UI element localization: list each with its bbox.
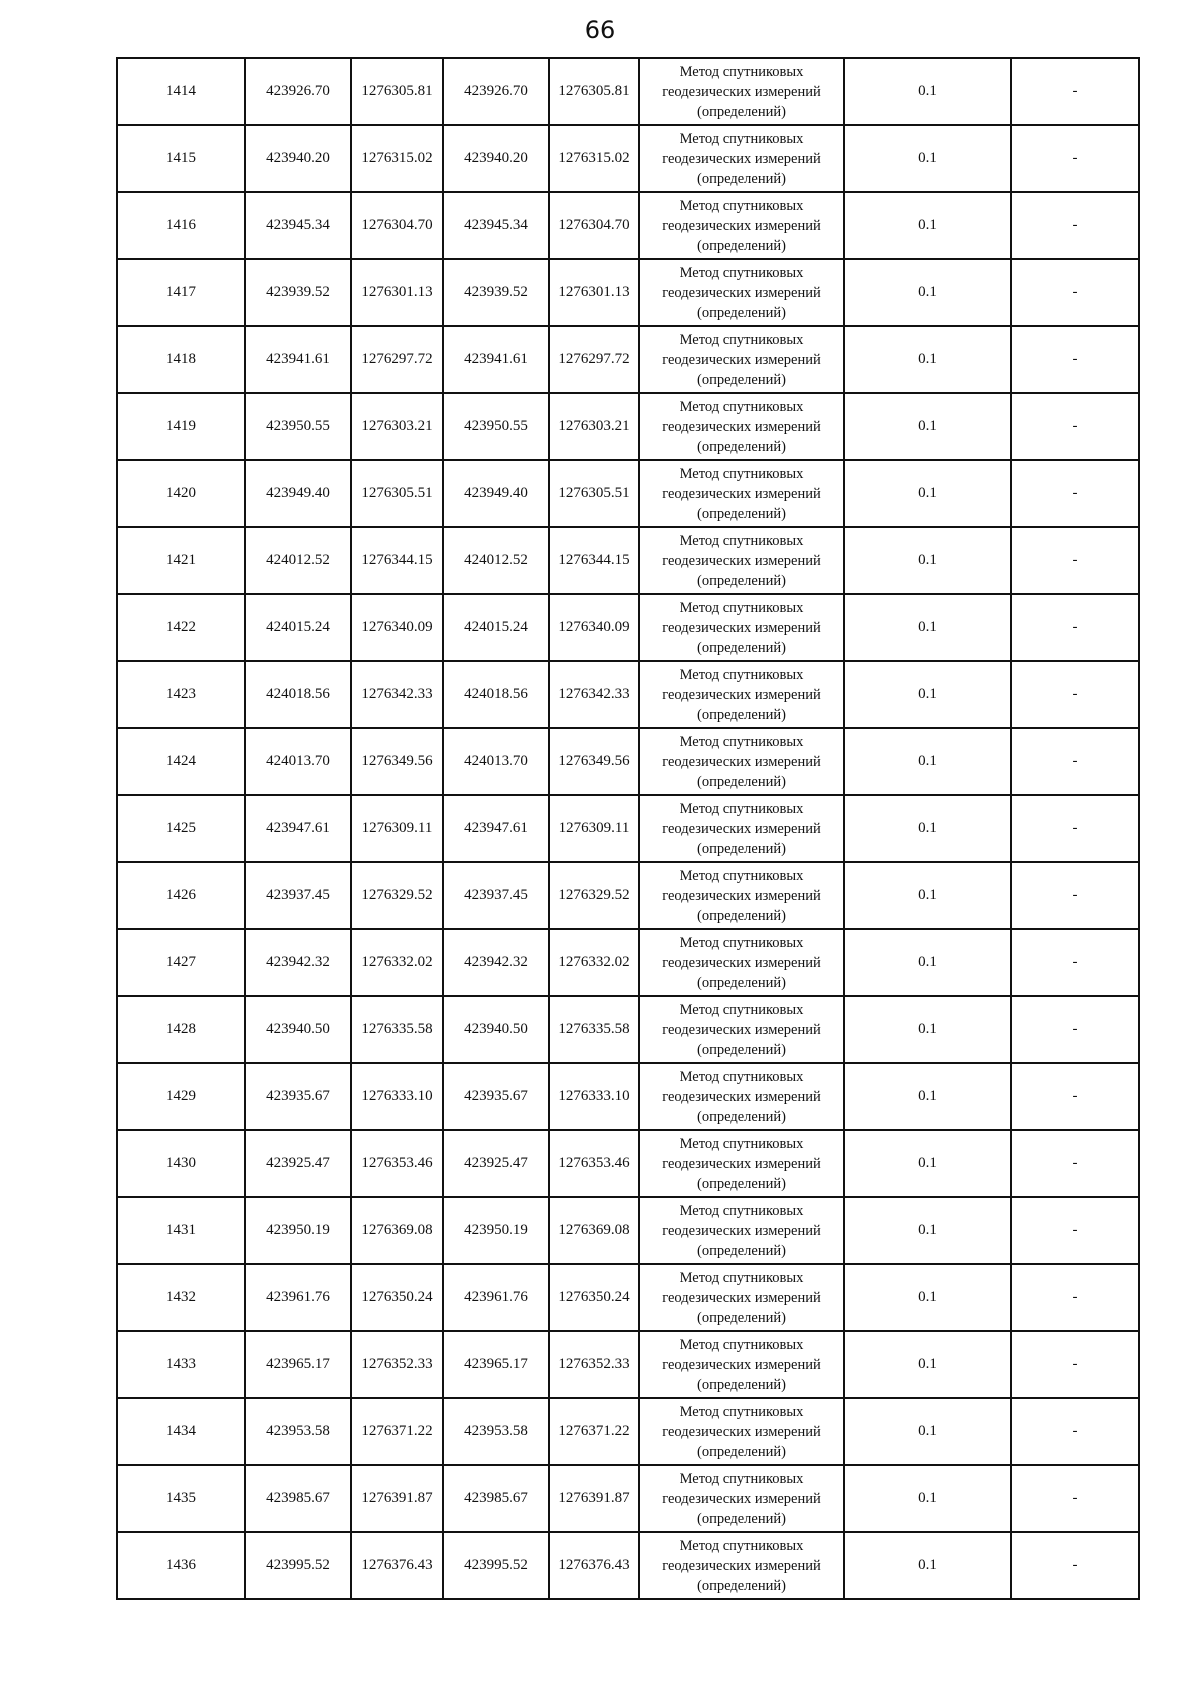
table-row — [117, 1465, 1139, 1532]
method-text-line: (определений) — [697, 974, 786, 991]
method-text-line: (определений) — [697, 170, 786, 187]
table-row — [117, 1532, 1139, 1599]
existing-y-cell: 1276305.81 — [351, 58, 443, 125]
existing-y-cell: 1276303.21 — [351, 393, 443, 460]
method-cell — [639, 1130, 844, 1197]
existing-x-cell: 423949.40 — [245, 460, 351, 527]
existing-y-cell: 1276391.87 — [351, 1465, 443, 1532]
method-cell — [639, 527, 844, 594]
method-cell — [639, 460, 844, 527]
table-body — [117, 58, 1139, 1599]
note-cell: - — [1011, 259, 1139, 326]
method-text-line: (определений) — [697, 1510, 786, 1527]
refined-y-cell: 1276349.56 — [549, 728, 639, 795]
existing-x-cell: 423953.58 — [245, 1398, 351, 1465]
method-text-line: геодезических измерений — [662, 83, 821, 100]
method-text-line: (определений) — [697, 706, 786, 723]
table-row — [117, 1264, 1139, 1331]
accuracy-cell: 0.1 — [844, 1398, 1011, 1465]
accuracy-cell: 0.1 — [844, 594, 1011, 661]
refined-x-cell: 423945.34 — [443, 192, 549, 259]
existing-x-cell: 423940.50 — [245, 996, 351, 1063]
accuracy-cell: 0.1 — [844, 1465, 1011, 1532]
method-text-line: Метод спутниковых — [679, 934, 804, 951]
accuracy-cell: 0.1 — [844, 527, 1011, 594]
method-cell — [639, 326, 844, 393]
method-text-line: (определений) — [697, 1041, 786, 1058]
method-text-line: геодезических измерений — [662, 1155, 821, 1172]
method-text-line: Метод спутниковых — [679, 130, 804, 147]
existing-y-cell: 1276376.43 — [351, 1532, 443, 1599]
method-text-line: (определений) — [697, 1242, 786, 1259]
accuracy-cell: 0.1 — [844, 125, 1011, 192]
method-text-line: Метод спутниковых — [679, 733, 804, 750]
method-text-line: геодезических измерений — [662, 1557, 821, 1574]
refined-x-cell: 424013.70 — [443, 728, 549, 795]
existing-y-cell: 1276315.02 — [351, 125, 443, 192]
existing-y-cell: 1276329.52 — [351, 862, 443, 929]
table-row — [117, 460, 1139, 527]
method-cell — [639, 594, 844, 661]
refined-x-cell: 423950.55 — [443, 393, 549, 460]
method-text-line: геодезических измерений — [662, 552, 821, 569]
note-cell: - — [1011, 192, 1139, 259]
method-text-line: (определений) — [697, 907, 786, 924]
existing-y-cell: 1276344.15 — [351, 527, 443, 594]
table-row — [117, 58, 1139, 125]
point-number-cell: 1424 — [117, 728, 245, 795]
method-text-line: Метод спутниковых — [679, 666, 804, 683]
existing-x-cell: 423937.45 — [245, 862, 351, 929]
existing-x-cell: 423950.55 — [245, 393, 351, 460]
method-text-line: (определений) — [697, 639, 786, 656]
refined-y-cell: 1276350.24 — [549, 1264, 639, 1331]
point-number-cell: 1422 — [117, 594, 245, 661]
method-text-line: геодезических измерений — [662, 150, 821, 167]
refined-x-cell: 423950.19 — [443, 1197, 549, 1264]
refined-y-cell: 1276305.51 — [549, 460, 639, 527]
table-row — [117, 594, 1139, 661]
existing-x-cell: 424013.70 — [245, 728, 351, 795]
refined-x-cell: 423995.52 — [443, 1532, 549, 1599]
method-text-line: Метод спутниковых — [679, 398, 804, 415]
refined-x-cell: 423937.45 — [443, 862, 549, 929]
point-number-cell: 1420 — [117, 460, 245, 527]
method-cell — [639, 1264, 844, 1331]
refined-x-cell: 423953.58 — [443, 1398, 549, 1465]
method-cell — [639, 929, 844, 996]
method-cell — [639, 661, 844, 728]
method-text-line: (определений) — [697, 1443, 786, 1460]
refined-x-cell: 423939.52 — [443, 259, 549, 326]
method-cell — [639, 125, 844, 192]
existing-y-cell: 1276342.33 — [351, 661, 443, 728]
method-text-line: Метод спутниковых — [679, 1336, 804, 1353]
table-row — [117, 1130, 1139, 1197]
method-text-line: геодезических измерений — [662, 1356, 821, 1373]
refined-y-cell: 1276340.09 — [549, 594, 639, 661]
method-cell — [639, 192, 844, 259]
point-number-cell: 1435 — [117, 1465, 245, 1532]
existing-x-cell: 423926.70 — [245, 58, 351, 125]
note-cell: - — [1011, 996, 1139, 1063]
refined-x-cell: 423965.17 — [443, 1331, 549, 1398]
accuracy-cell: 0.1 — [844, 1063, 1011, 1130]
existing-y-cell: 1276297.72 — [351, 326, 443, 393]
note-cell: - — [1011, 728, 1139, 795]
point-number-cell: 1423 — [117, 661, 245, 728]
note-cell: - — [1011, 1130, 1139, 1197]
method-text-line: Метод спутниковых — [679, 1403, 804, 1420]
method-text-line: (определений) — [697, 505, 786, 522]
point-number-cell: 1429 — [117, 1063, 245, 1130]
existing-x-cell: 424012.52 — [245, 527, 351, 594]
accuracy-cell: 0.1 — [844, 1532, 1011, 1599]
method-text-line: геодезических измерений — [662, 351, 821, 368]
method-text-line: (определений) — [697, 1376, 786, 1393]
note-cell: - — [1011, 1331, 1139, 1398]
refined-y-cell: 1276344.15 — [549, 527, 639, 594]
method-text-line: (определений) — [697, 237, 786, 254]
refined-x-cell: 423941.61 — [443, 326, 549, 393]
point-number-cell: 1436 — [117, 1532, 245, 1599]
refined-x-cell: 423926.70 — [443, 58, 549, 125]
existing-y-cell: 1276352.33 — [351, 1331, 443, 1398]
refined-x-cell: 423935.67 — [443, 1063, 549, 1130]
existing-y-cell: 1276350.24 — [351, 1264, 443, 1331]
existing-x-cell: 423947.61 — [245, 795, 351, 862]
existing-x-cell: 424018.56 — [245, 661, 351, 728]
existing-y-cell: 1276304.70 — [351, 192, 443, 259]
refined-y-cell: 1276297.72 — [549, 326, 639, 393]
method-text-line: геодезических измерений — [662, 1021, 821, 1038]
existing-x-cell: 423945.34 — [245, 192, 351, 259]
refined-x-cell: 423925.47 — [443, 1130, 549, 1197]
method-text-line: Метод спутниковых — [679, 63, 804, 80]
method-text-line: геодезических измерений — [662, 485, 821, 502]
existing-y-cell: 1276332.02 — [351, 929, 443, 996]
note-cell: - — [1011, 862, 1139, 929]
refined-y-cell: 1276369.08 — [549, 1197, 639, 1264]
table-row — [117, 661, 1139, 728]
method-text-line: Метод спутниковых — [679, 1470, 804, 1487]
method-text-line: Метод спутниковых — [679, 599, 804, 616]
refined-x-cell: 423947.61 — [443, 795, 549, 862]
note-cell: - — [1011, 1197, 1139, 1264]
existing-y-cell: 1276371.22 — [351, 1398, 443, 1465]
point-number-cell: 1432 — [117, 1264, 245, 1331]
point-number-cell: 1433 — [117, 1331, 245, 1398]
table-row — [117, 1063, 1139, 1130]
table-row — [117, 728, 1139, 795]
method-text-line: геодезических измерений — [662, 887, 821, 904]
method-text-line: Метод спутниковых — [679, 331, 804, 348]
method-text-line: геодезических измерений — [662, 418, 821, 435]
table-row — [117, 862, 1139, 929]
point-number-cell: 1430 — [117, 1130, 245, 1197]
accuracy-cell: 0.1 — [844, 728, 1011, 795]
refined-y-cell: 1276332.02 — [549, 929, 639, 996]
refined-y-cell: 1276371.22 — [549, 1398, 639, 1465]
refined-y-cell: 1276305.81 — [549, 58, 639, 125]
method-text-line: Метод спутниковых — [679, 465, 804, 482]
existing-x-cell: 423961.76 — [245, 1264, 351, 1331]
table-row — [117, 996, 1139, 1063]
refined-y-cell: 1276315.02 — [549, 125, 639, 192]
accuracy-cell: 0.1 — [844, 393, 1011, 460]
point-number-cell: 1426 — [117, 862, 245, 929]
point-number-cell: 1428 — [117, 996, 245, 1063]
method-cell — [639, 1532, 844, 1599]
refined-x-cell: 423961.76 — [443, 1264, 549, 1331]
method-text-line: геодезических измерений — [662, 820, 821, 837]
existing-x-cell: 423995.52 — [245, 1532, 351, 1599]
method-text-line: (определений) — [697, 773, 786, 790]
refined-x-cell: 424012.52 — [443, 527, 549, 594]
method-text-line: (определений) — [697, 840, 786, 857]
refined-x-cell: 423940.50 — [443, 996, 549, 1063]
method-text-line: геодезических измерений — [662, 284, 821, 301]
method-text-line: геодезических измерений — [662, 954, 821, 971]
point-number-cell: 1416 — [117, 192, 245, 259]
existing-x-cell: 423950.19 — [245, 1197, 351, 1264]
existing-x-cell: 423965.17 — [245, 1331, 351, 1398]
table-row — [117, 1398, 1139, 1465]
refined-y-cell: 1276391.87 — [549, 1465, 639, 1532]
refined-y-cell: 1276301.13 — [549, 259, 639, 326]
refined-y-cell: 1276329.52 — [549, 862, 639, 929]
table-row — [117, 259, 1139, 326]
point-number-cell: 1418 — [117, 326, 245, 393]
note-cell: - — [1011, 1264, 1139, 1331]
method-text-line: Метод спутниковых — [679, 1001, 804, 1018]
accuracy-cell: 0.1 — [844, 929, 1011, 996]
method-text-line: геодезических измерений — [662, 619, 821, 636]
method-cell — [639, 58, 844, 125]
accuracy-cell: 0.1 — [844, 192, 1011, 259]
method-text-line: (определений) — [697, 1309, 786, 1326]
existing-x-cell: 423935.67 — [245, 1063, 351, 1130]
table-row — [117, 929, 1139, 996]
existing-x-cell: 423940.20 — [245, 125, 351, 192]
method-text-line: (определений) — [697, 1577, 786, 1594]
accuracy-cell: 0.1 — [844, 661, 1011, 728]
accuracy-cell: 0.1 — [844, 58, 1011, 125]
point-number-cell: 1417 — [117, 259, 245, 326]
refined-y-cell: 1276303.21 — [549, 393, 639, 460]
existing-x-cell: 424015.24 — [245, 594, 351, 661]
refined-y-cell: 1276309.11 — [549, 795, 639, 862]
refined-y-cell: 1276335.58 — [549, 996, 639, 1063]
existing-x-cell: 423939.52 — [245, 259, 351, 326]
method-text-line: Метод спутниковых — [679, 197, 804, 214]
method-cell — [639, 1197, 844, 1264]
method-text-line: Метод спутниковых — [679, 1068, 804, 1085]
accuracy-cell: 0.1 — [844, 1264, 1011, 1331]
note-cell: - — [1011, 1398, 1139, 1465]
existing-x-cell: 423942.32 — [245, 929, 351, 996]
refined-x-cell: 423949.40 — [443, 460, 549, 527]
method-text-line: Метод спутниковых — [679, 1202, 804, 1219]
method-cell — [639, 393, 844, 460]
point-number-cell: 1427 — [117, 929, 245, 996]
method-text-line: (определений) — [697, 1175, 786, 1192]
point-number-cell: 1431 — [117, 1197, 245, 1264]
accuracy-cell: 0.1 — [844, 1331, 1011, 1398]
method-cell — [639, 1063, 844, 1130]
accuracy-cell: 0.1 — [844, 795, 1011, 862]
refined-x-cell: 423942.32 — [443, 929, 549, 996]
refined-x-cell: 424015.24 — [443, 594, 549, 661]
existing-x-cell: 423941.61 — [245, 326, 351, 393]
method-text-line: Метод спутниковых — [679, 264, 804, 281]
note-cell: - — [1011, 929, 1139, 996]
point-number-cell: 1434 — [117, 1398, 245, 1465]
existing-y-cell: 1276353.46 — [351, 1130, 443, 1197]
point-number-cell: 1421 — [117, 527, 245, 594]
method-text-line: геодезических измерений — [662, 753, 821, 770]
note-cell: - — [1011, 661, 1139, 728]
note-cell: - — [1011, 527, 1139, 594]
note-cell: - — [1011, 58, 1139, 125]
existing-y-cell: 1276369.08 — [351, 1197, 443, 1264]
table-row — [117, 192, 1139, 259]
accuracy-cell: 0.1 — [844, 326, 1011, 393]
accuracy-cell: 0.1 — [844, 862, 1011, 929]
note-cell: - — [1011, 326, 1139, 393]
table-row — [117, 527, 1139, 594]
method-cell — [639, 862, 844, 929]
existing-y-cell: 1276305.51 — [351, 460, 443, 527]
existing-y-cell: 1276340.09 — [351, 594, 443, 661]
method-text-line: геодезических измерений — [662, 1490, 821, 1507]
method-cell — [639, 728, 844, 795]
note-cell: - — [1011, 1532, 1139, 1599]
existing-x-cell: 423985.67 — [245, 1465, 351, 1532]
note-cell: - — [1011, 795, 1139, 862]
note-cell: - — [1011, 393, 1139, 460]
refined-x-cell: 423940.20 — [443, 125, 549, 192]
accuracy-cell: 0.1 — [844, 460, 1011, 527]
method-cell — [639, 996, 844, 1063]
refined-y-cell: 1276342.33 — [549, 661, 639, 728]
note-cell: - — [1011, 1465, 1139, 1532]
point-number-cell: 1425 — [117, 795, 245, 862]
point-number-cell: 1415 — [117, 125, 245, 192]
method-text-line: Метод спутниковых — [679, 1537, 804, 1554]
point-number-cell: 1414 — [117, 58, 245, 125]
method-cell — [639, 795, 844, 862]
table-row — [117, 393, 1139, 460]
method-text-line: геодезических измерений — [662, 217, 821, 234]
existing-y-cell: 1276335.58 — [351, 996, 443, 1063]
method-cell — [639, 259, 844, 326]
note-cell: - — [1011, 1063, 1139, 1130]
refined-x-cell: 423985.67 — [443, 1465, 549, 1532]
method-cell — [639, 1398, 844, 1465]
note-cell: - — [1011, 125, 1139, 192]
accuracy-cell: 0.1 — [844, 996, 1011, 1063]
refined-y-cell: 1276352.33 — [549, 1331, 639, 1398]
method-cell — [639, 1331, 844, 1398]
method-text-line: (определений) — [697, 1108, 786, 1125]
method-text-line: геодезических измерений — [662, 1088, 821, 1105]
point-number-cell: 1419 — [117, 393, 245, 460]
method-text-line: Метод спутниковых — [679, 1269, 804, 1286]
refined-y-cell: 1276376.43 — [549, 1532, 639, 1599]
accuracy-cell: 0.1 — [844, 1130, 1011, 1197]
refined-x-cell: 424018.56 — [443, 661, 549, 728]
refined-y-cell: 1276353.46 — [549, 1130, 639, 1197]
note-cell: - — [1011, 460, 1139, 527]
existing-y-cell: 1276309.11 — [351, 795, 443, 862]
coordinates-table — [116, 57, 1140, 1600]
existing-y-cell: 1276333.10 — [351, 1063, 443, 1130]
accuracy-cell: 0.1 — [844, 259, 1011, 326]
method-text-line: Метод спутниковых — [679, 867, 804, 884]
method-text-line: Метод спутниковых — [679, 532, 804, 549]
note-cell: - — [1011, 594, 1139, 661]
existing-x-cell: 423925.47 — [245, 1130, 351, 1197]
existing-y-cell: 1276349.56 — [351, 728, 443, 795]
method-cell — [639, 1465, 844, 1532]
page-number: 66 — [584, 16, 616, 44]
table-row — [117, 1197, 1139, 1264]
table-row — [117, 326, 1139, 393]
method-text-line: (определений) — [697, 371, 786, 388]
method-text-line: геодезических измерений — [662, 1423, 821, 1440]
method-text-line: (определений) — [697, 438, 786, 455]
method-text-line: Метод спутниковых — [679, 800, 804, 817]
table-row — [117, 795, 1139, 862]
method-text-line: Метод спутниковых — [679, 1135, 804, 1152]
table-row — [117, 1331, 1139, 1398]
method-text-line: геодезических измерений — [662, 1289, 821, 1306]
method-text-line: геодезических измерений — [662, 686, 821, 703]
accuracy-cell: 0.1 — [844, 1197, 1011, 1264]
refined-y-cell: 1276333.10 — [549, 1063, 639, 1130]
method-text-line: геодезических измерений — [662, 1222, 821, 1239]
refined-y-cell: 1276304.70 — [549, 192, 639, 259]
method-text-line: (определений) — [697, 572, 786, 589]
table-row — [117, 125, 1139, 192]
method-text-line: (определений) — [697, 304, 786, 321]
existing-y-cell: 1276301.13 — [351, 259, 443, 326]
method-text-line: (определений) — [697, 103, 786, 120]
